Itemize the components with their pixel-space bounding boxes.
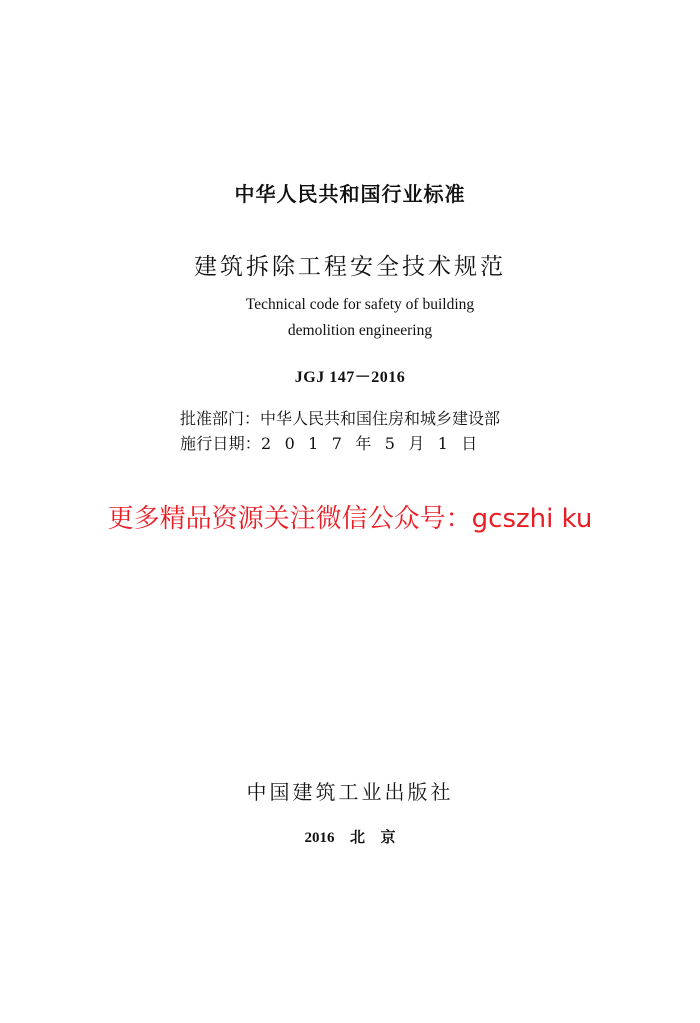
approval-value: 中华人民共和国住房和城乡建设部: [260, 409, 501, 428]
publisher-name: 中国建筑工业出版社: [246, 780, 454, 804]
document-title-english-line1: Technical code for safety of building: [245, 296, 475, 313]
effective-date-value: 2017年5月1日: [261, 434, 491, 453]
effective-date: [180, 431, 491, 454]
standard-number: JGJ 147－2016: [294, 369, 406, 386]
publication-year-place: 2016 北 京: [304, 830, 396, 846]
promo-watermark-text: 更多精品资源关注微信公众号：gcszhi ku: [107, 504, 593, 534]
document-title-english-line2: demolition engineering: [287, 322, 433, 339]
approval-department: [180, 406, 500, 429]
standard-series-heading: 中华人民共和国行业标准: [234, 182, 466, 206]
document-title-chinese: 建筑拆除工程安全技术规范: [194, 254, 506, 280]
approval-label: 批准部门：: [180, 409, 261, 428]
effective-date-label: 施行日期：: [180, 434, 262, 453]
